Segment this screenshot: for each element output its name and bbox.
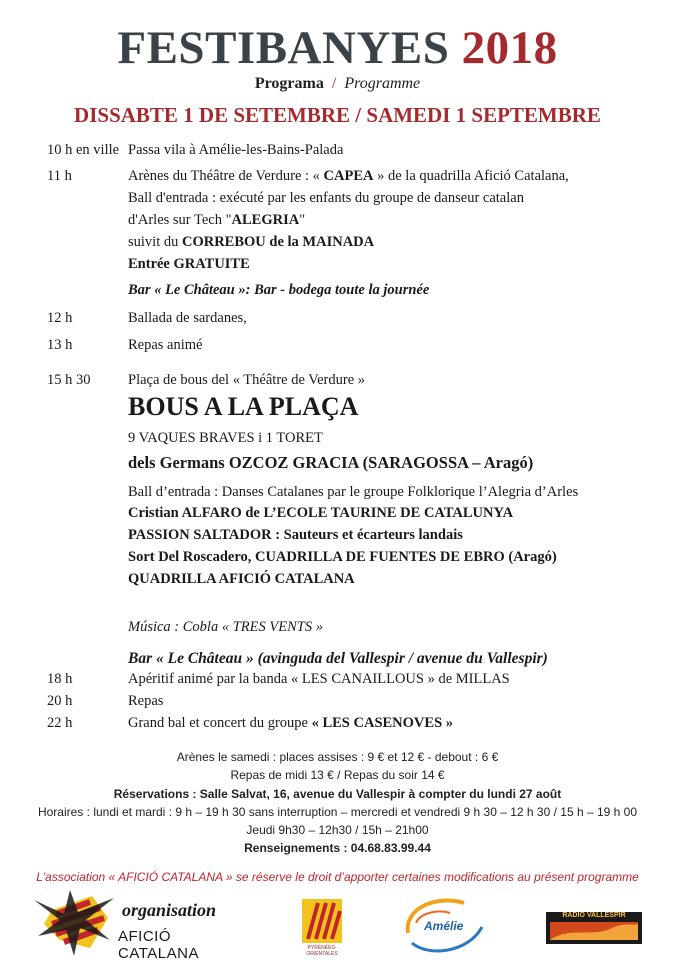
row-time: 18 h — [47, 671, 73, 687]
bous-headline: BOUS A LA PLAÇA — [128, 392, 359, 421]
amelie-logo — [398, 893, 490, 957]
row-text-part: d'Arles sur Tech " — [128, 212, 232, 228]
row-text: Cristian ALFARO de L’ECOLE TAURINE DE CATALUNYA — [128, 505, 514, 521]
row-time: 20 h — [47, 693, 73, 709]
title-year: 2018 — [461, 22, 558, 74]
ganaderia-line: dels Germans OZCOZ GRACIA (SARAGOSSA – Aragó) — [128, 453, 534, 472]
info-phone: Renseignements : 04.68.83.99.44 — [244, 841, 431, 855]
row-text: PASSION SALTADOR : Sauteurs et écarteurs landais — [128, 527, 463, 543]
department-caption: PYRÉNÉES-ORIENTALES — [306, 945, 338, 957]
day-heading: DISSABTE 1 DE SETEMBRE / SAMEDI 1 SEPTEMBRE — [74, 103, 601, 127]
subtitle-programme: Programme — [344, 75, 421, 92]
musica-line: Música : Cobla « TRES VENTS » — [128, 619, 323, 635]
row-time: 15 h 30 — [47, 372, 91, 388]
row-text: Repas animé — [128, 337, 203, 353]
org-name: AFICIÓ CATALANA — [118, 928, 199, 962]
info-reservations: Réservations : Salle Salvat, 16, avenue du Vallespir à compter du lundi 27 août — [113, 787, 562, 801]
row-text-part: Grand bal et concert du groupe — [128, 715, 312, 731]
row-text: QUADRILLA AFICIÓ CATALANA — [128, 571, 355, 587]
row-text: Ball d’entrada : Danses Catalanes par le groupe Folklorique l’Alegria d’Arles — [128, 484, 579, 500]
row-text: Repas — [128, 693, 164, 709]
info-hours: Horaires : lundi et mardi : 9 h – 19 h 30 sans interruption – mercredi et vendredi 9 h 30 – 12 h 30 / 15 h – 19 h 00 — [37, 805, 638, 819]
row-time: 22 h — [47, 715, 73, 731]
row-text — [128, 232, 374, 253]
row-text: Apéritif animé par la banda « LES CANAILLOUS » de MILLAS — [128, 671, 510, 687]
row-text-part: " — [299, 212, 306, 228]
amelie-wordmark: Amélie — [424, 919, 464, 933]
row-text — [128, 713, 453, 734]
subtitle — [0, 74, 675, 94]
subtitle-programa: Programa — [254, 75, 324, 92]
radio-label: RADIO VALLESPIR — [562, 912, 626, 919]
bar-note: Bar « Le Château » (avinguda del Vallespir / avenue du Vallespir) — [128, 650, 548, 667]
row-time: 10 h en ville — [47, 142, 120, 158]
info-meals: Repas de midi 13 € / Repas du soir 14 € — [230, 768, 445, 782]
page-title — [0, 22, 675, 74]
bar-note: Bar « Le Château »: Bar - bodega toute la journée — [128, 282, 430, 298]
capea-label: CAPEA — [323, 168, 374, 184]
free-entry: Entrée GRATUITE — [128, 256, 250, 272]
row-text-part: suivit du — [128, 234, 182, 250]
info-prices: Arènes le samedi : places assises : 9 € et 12 € - debout : 6 € — [176, 750, 499, 764]
org-script: organisation — [122, 900, 217, 920]
row-text — [128, 166, 569, 187]
correbou-label: CORREBOU de la MAINADA — [181, 234, 375, 250]
department-emblem-icon — [300, 897, 344, 945]
disclaimer: L'association « AFICIÓ CATALANA » se réserve le droit d’apporter certaines modifications au présent programme — [36, 870, 639, 884]
row-text: Ballada de sardanes, — [128, 310, 247, 326]
pyrenees-orientales-logo — [300, 897, 344, 955]
row-time: 12 h — [47, 310, 73, 326]
catalan-flag-emblem-icon — [30, 890, 120, 958]
row-time: 11 h — [47, 168, 72, 184]
row-text: Sort Del Roscadero, CUADRILLA DE FUENTES DE EBRO (Aragó) — [128, 549, 557, 565]
row-text: 9 VAQUES BRAVES i 1 TORET — [128, 430, 323, 446]
row-text — [128, 210, 305, 231]
row-text-part: Arènes du Théâtre de Verdure : « — [128, 168, 324, 184]
row-text: Passa vila à Amélie-les-Bains-Palada — [128, 142, 344, 158]
subtitle-slash: / — [331, 75, 337, 92]
title-main: FESTIBANYES — [117, 22, 450, 74]
info-hours-thursday: Jeudi 9h30 – 12h30 / 15h – 21h00 — [246, 823, 429, 837]
row-text: Plaça de bous del « Théâtre de Verdure » — [128, 372, 366, 388]
row-time: 13 h — [47, 337, 73, 353]
radio-logo — [546, 912, 642, 944]
casenoves-label: « LES CASENOVES » — [311, 715, 454, 731]
row-text-part: » de la quadrilla Afició Catalana, — [373, 168, 569, 184]
alegria-label: ALEGRIA — [231, 212, 300, 228]
aficio-catalana-logo — [30, 890, 240, 962]
row-text: Ball d'entrada : exécuté par les enfants du groupe de danseur catalan — [128, 190, 524, 206]
